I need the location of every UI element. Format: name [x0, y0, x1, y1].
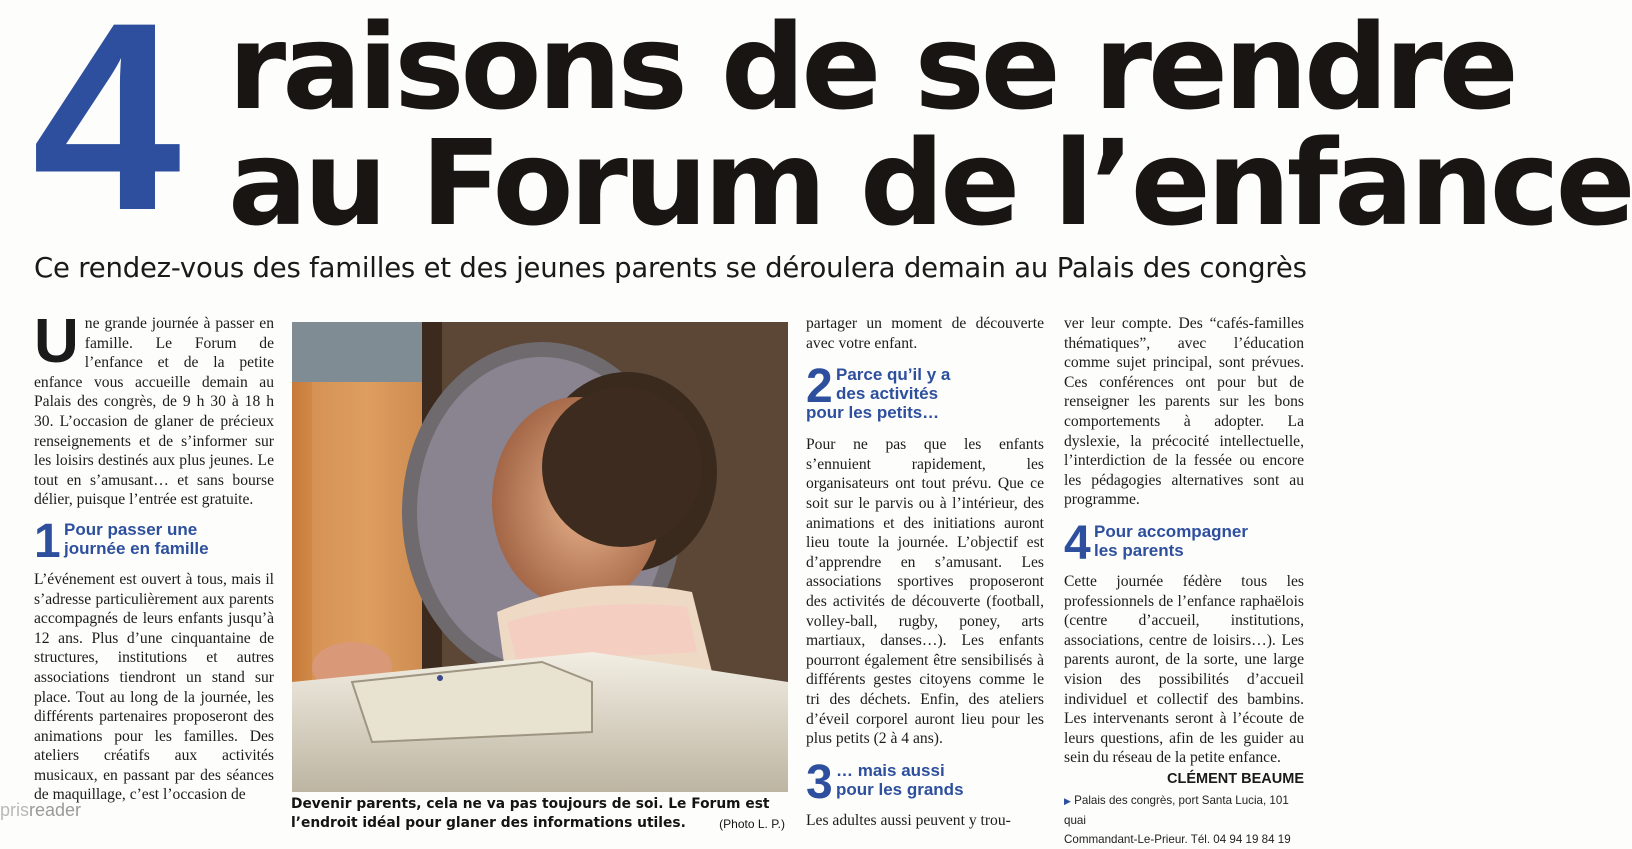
- intro-paragraph: [34, 307, 274, 510]
- section-2-heading: [806, 360, 1044, 429]
- headline-line-1: raisons de se rendre: [228, 0, 1515, 136]
- triangle-right-icon: ▶: [1064, 796, 1071, 807]
- section-4-title: [1094, 522, 1248, 560]
- headline-line-2: au Forum de l’enfance: [228, 114, 1632, 252]
- photo-caption: [291, 795, 791, 833]
- section-4-title-line-2: les parents: [1094, 540, 1184, 560]
- section-3-number: 3: [806, 755, 833, 809]
- section-4-number: 4: [1064, 516, 1091, 570]
- section-1-title: [64, 520, 209, 558]
- dropcap: U: [34, 307, 79, 376]
- section-3-title: [836, 761, 964, 799]
- section-3-title-line-1: … mais aussi: [836, 760, 945, 780]
- subtitle: Ce rendez-vous des familles et des jeunes parents se déroulera demain au Palais des congrès: [34, 252, 1307, 284]
- venue-info-line-2: Commandant-Le-Prieur. Tél. 04 94 19 84 19: [1064, 833, 1291, 847]
- watermark-part-1: pris: [0, 800, 30, 820]
- column-1: [34, 307, 274, 805]
- section-1-title-line-2: journée en famille: [64, 538, 209, 558]
- section-1-text: L’événement est ouvert à tous, mais il s’adresse particulièrement aux parents accompagnés de leurs enfants jusqu’à 12 ans. Plus d’une cinquantaine de structures, institutions et autres associations tiendront un stand sur place. Tout au long de la journée, les différents partenaires proposeront des animations pour les familles. Des ateliers créatifs aux activités musicaux, en passant par des séances de maquillage, c’est l’occasion de: [34, 570, 274, 804]
- section-3-heading: [806, 755, 1044, 809]
- caption-text: Devenir parents, cela ne va pas toujours de soi. Le Forum est l’endroit idéal pour glaner des informations utiles.: [291, 796, 770, 831]
- section-4-heading: [1064, 516, 1304, 570]
- section-4-title-line-1: Pour accompagner: [1094, 521, 1248, 541]
- venue-info-line-1: Palais des congrès, port Santa Lucia, 101 quai: [1064, 794, 1289, 828]
- section-3-continued-text: ver leur compte. Des “cafés-familles thématiques”, avec l’éducation comme sujet principal, sont prévues. Ces conférences ont pour but de renseigner les parents sur les bons comportements à adopter. La dyslexie, la précocité intellectuelle, l’interdiction de la fessée ou encore les pédagogies alternatives sont au programme.: [1064, 315, 1304, 509]
- section-2-title-line-1: Parce qu’il y a: [836, 365, 951, 385]
- section-2-continued-text: partager un moment de découverte avec votre enfant.: [806, 315, 1044, 352]
- watermark-part-2: reader: [29, 800, 82, 820]
- column-3: [806, 314, 1044, 830]
- section-1-title-line-1: Pour passer une: [64, 519, 198, 539]
- author-byline: CLÉMENT BEAUME: [1167, 770, 1304, 787]
- headline-number: 4: [32, 0, 176, 266]
- section-2-title: [836, 365, 950, 403]
- section-2-text: Pour ne pas que les enfants s’ennuient rapidement, les organisateurs ont tout prévu. Que ce soit sur le parvis ou à l’intérieur, des animations et des initiations auront lieu toute la journée. L’objectif est d’apprendre en s’amusant. Les associations sportives proposeront des activités de découverte (football, volley-ball, rugby, poney, arts martiaux, danses…). Les enfants pourront également être sensibilisés à différents gestes citoyens comme le tri des déchets. Enfin, des ateliers d’éveil corporel auront lieu pour les plus petits (2 à 4 ans).: [806, 436, 1044, 748]
- section-3-text: Les adultes aussi peuvent y trou-: [806, 811, 1011, 829]
- section-1-number: 1: [34, 514, 61, 568]
- intro-text: ne grande journée à passer en famille. Le Forum de l’enfance et de la petite enfance vous accueille demain au Palais des congrès, de 9 h 30 à 18 h 30. L’occasion de glaner de précieux renseignements et de s’informer sur les loisirs destinés aux plus jeunes. Le tout en s’amusant… et sans bourse délier, puisque l’entrée est gratuite.: [34, 315, 274, 509]
- photo-credit: (Photo L. P.): [719, 817, 785, 831]
- venue-info: [1064, 791, 1304, 849]
- watermark: [0, 800, 81, 821]
- photo-baby-high-chair: [292, 322, 788, 792]
- column-4: [1064, 314, 1304, 849]
- section-3-title-line-2: pour les grands: [836, 779, 964, 799]
- section-2-title-line-2: des activités: [836, 384, 939, 404]
- section-2-number: 2: [806, 360, 833, 414]
- section-2-title-line-3: pour les petits…: [806, 403, 940, 423]
- section-1-heading: [34, 514, 274, 568]
- section-4-text: Cette journée fédère tous les professionnels de l’enfance raphaëlois (centre d’accueil, institutions, associations, centre de loisirs…). Les parents auront, de la sorte, une large vision des possibilités d’accueil individuel et collectif des bambins. Les intervenants seront à l’écoute de leurs questions, afin de les guider au sein du réseau de la petite enfance.: [1064, 572, 1304, 767]
